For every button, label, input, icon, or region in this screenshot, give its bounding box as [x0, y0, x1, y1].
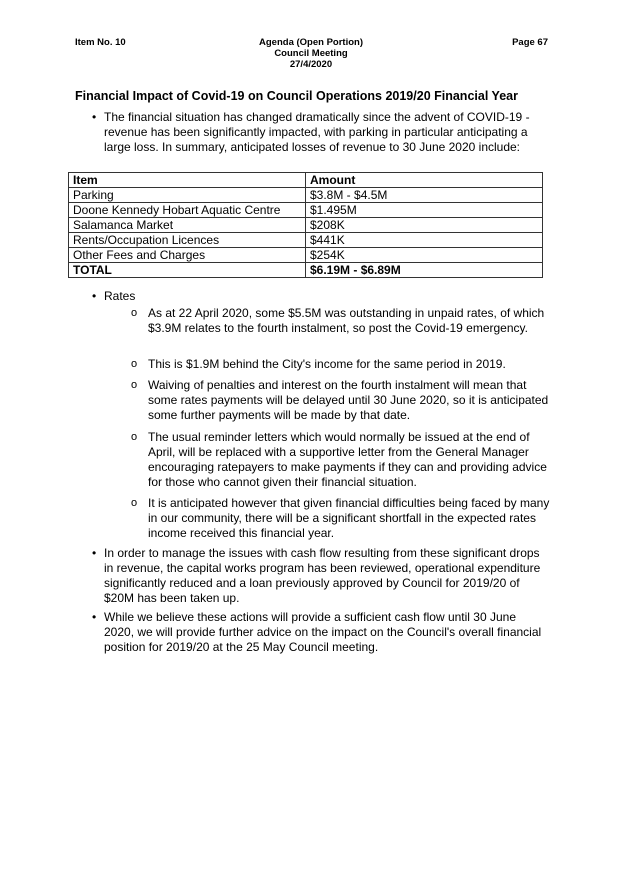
bullet-icon: •: [92, 610, 97, 624]
meeting-date: 27/4/2020: [289, 59, 333, 70]
table-cell-item: Parking: [69, 188, 306, 203]
table-cell-amount: $208K: [306, 218, 543, 233]
table-total-row: [69, 263, 543, 278]
circle-bullet-icon: o: [131, 358, 138, 370]
rates-point: The usual reminder letters which would normally be issued at the end of April, will be replaced with a supportive letter from the General Manager encouraging ratepayers to make payments if they can and providing advice for those who cannot given their financial situation.: [148, 430, 547, 489]
table-cell-amount: $254K: [306, 248, 543, 263]
table-header-row: [69, 173, 543, 188]
table-row: [69, 248, 543, 263]
intro-paragraph: The financial situation has changed dramatically since the advent of COVID-19 - revenue has been significantly impacted, with parking in particular anticipating a large loss. In summary, anticipated losses of revenue to 30 June 2020 include:: [104, 110, 530, 154]
rates-point: It is anticipated however that given financial difficulties being faced by many in our community, there will be a significant shortfall in the expected rates income received this financial year.: [148, 496, 550, 540]
table-cell-item: Rents/Occupation Licences: [69, 233, 306, 248]
circle-bullet-icon: o: [131, 307, 138, 319]
cashflow-paragraph: In order to manage the issues with cash flow resulting from these significant drops in revenue, the capital works program has been reviewed, operational expenditure significantly reduced and a loan previously approved by Council for 2019/20 of $20M has been taken up.: [104, 546, 541, 605]
section-title: Financial Impact of Covid-19 on Council Operations 2019/20 Financial Year: [75, 89, 518, 103]
rates-point: As at 22 April 2020, some $5.5M was outstanding in unpaid rates, of which $3.9M relates to the fourth instalment, so post the Covid-19 emergency.: [148, 306, 545, 335]
total-amount: $6.19M - $6.89M: [306, 263, 543, 278]
rates-heading: Rates: [104, 289, 136, 303]
table-row: [69, 218, 543, 233]
table-row: [69, 233, 543, 248]
meeting-name: Council Meeting: [274, 48, 348, 59]
rates-point: Waiving of penalties and interest on the fourth instalment will mean that some rates payments will be delayed until 30 June 2020, so it is anticipated some further payments will be made by that date.: [148, 378, 549, 422]
circle-bullet-icon: o: [131, 431, 138, 443]
rates-point: This is $1.9M behind the City's income for the same period in 2019.: [148, 357, 506, 371]
closing-paragraph: While we believe these actions will provide a sufficient cash flow until 30 June 2020, we will provide further advice on the impact on the Council's overall financial position for 2019/20 at the 25 May Council meeting.: [104, 610, 542, 654]
item-number: Item No. 10: [75, 37, 126, 48]
table-cell-amount: $441K: [306, 233, 543, 248]
bullet-icon: •: [92, 289, 97, 303]
total-label: TOTAL: [69, 263, 306, 278]
column-header-amount: Amount: [306, 173, 543, 188]
agenda-portion: Agenda (Open Portion): [259, 37, 363, 48]
column-header-item: Item: [69, 173, 306, 188]
table-row: [69, 188, 543, 203]
table-cell-amount: $1.495M: [306, 203, 543, 218]
bullet-icon: •: [92, 546, 97, 560]
table-row: [69, 203, 543, 218]
revenue-loss-table: [68, 172, 543, 278]
table-cell-item: Doone Kennedy Hobart Aquatic Centre: [69, 203, 306, 218]
circle-bullet-icon: o: [131, 379, 138, 391]
table-cell-item: Other Fees and Charges: [69, 248, 306, 263]
circle-bullet-icon: o: [131, 497, 138, 509]
table-cell-amount: $3.8M - $4.5M: [306, 188, 543, 203]
table-cell-item: Salamanca Market: [69, 218, 306, 233]
page-number: Page 67: [512, 37, 548, 48]
bullet-icon: •: [92, 110, 97, 124]
